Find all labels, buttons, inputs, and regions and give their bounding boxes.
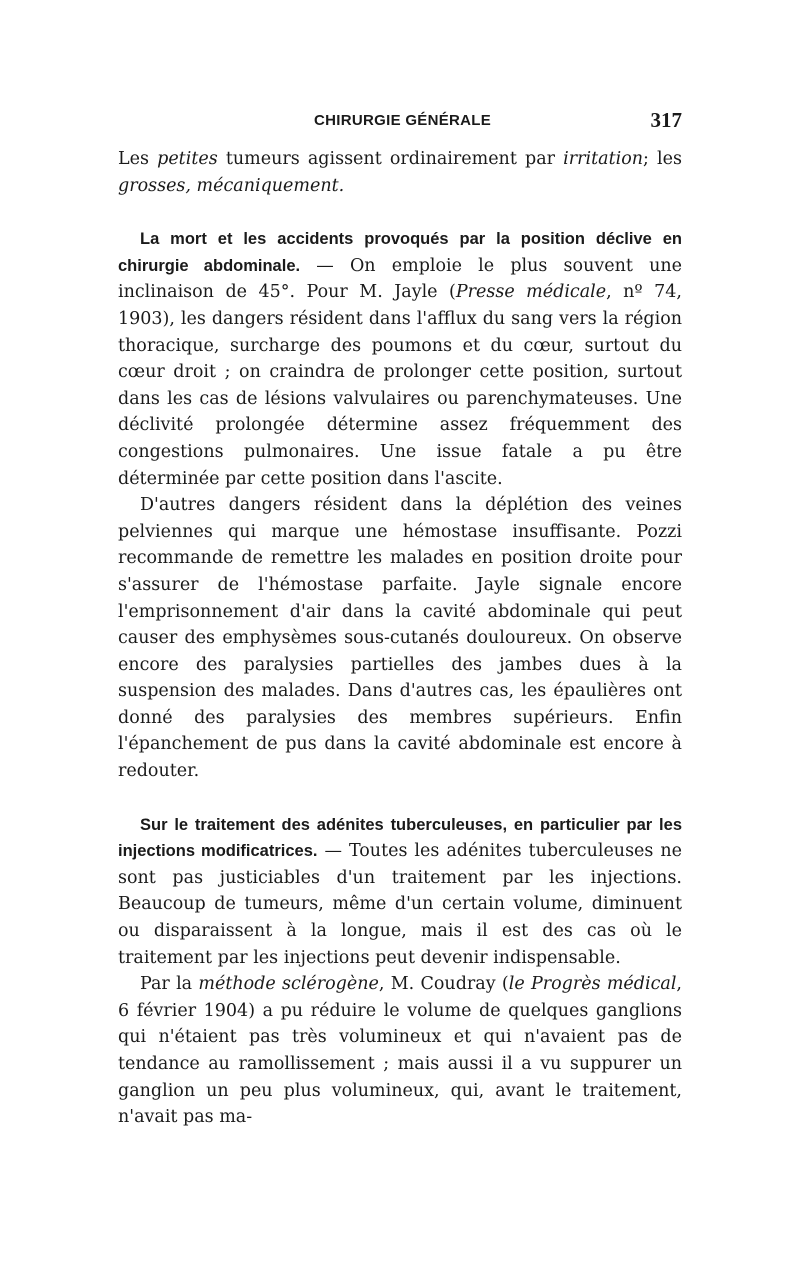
running-title: CHIRURGIE GÉNÉRALE [314, 112, 492, 129]
running-header [118, 108, 682, 146]
paragraph-adenites [118, 812, 682, 972]
section-heading-position-declive: La mort et les accidents provoqués par la position déclive en chirurgie abdominale. [118, 230, 682, 275]
paragraph-position-declive [118, 226, 682, 492]
italic-run: irritation [563, 149, 643, 169]
italic-run: grosses, mécaniquement. [118, 175, 345, 196]
italic-run: méthode sclérogène [198, 974, 379, 995]
paragraph-autres-dangers [118, 492, 682, 785]
text-run: D'autres dangers résident dans la déplétion des veines pelviennes qui marque une hémostase insuffisante. Pozzi recommande de remettre les malades en position droite pour s'assurer de l'hémostase parfaite. Jayle signale encore l'emprisonnement d'air dans la cavité abdominale qui peut causer des emphysèmes sous-cutanés douloureux. On observe encore des paralysies partielles des jambes dues à la suspension des malades. Dans d'autres cas, les épaulières ont donné des paralysies des membres supérieurs. Enfin l'épanchement de pus dans la cavité abdominale est encore à redouter. [118, 495, 682, 782]
italic-run: le Progrès médical [508, 974, 677, 995]
text-run: ; les [643, 149, 682, 169]
text-run: tumeurs agissent ordinairement par [217, 149, 564, 169]
italic-run: petites [157, 149, 218, 169]
text-run: — On emploie le plus souvent une inclinaison de 45°. Pour M. Jayle ( [118, 255, 682, 303]
text-run: Par la [140, 974, 199, 995]
text-run: , nº 74, 1903), les dangers résident dans l'afflux du sang vers la région thoracique, surcharge des poumons et du cœur, surtout du cœur droit ; on craindra de prolonger cette position, surtout dans les cas de lésions valvulaires ou parenchymateuses. Une déclivité prolongée détermine assez fréquemment des congestions pulmonaires. Une issue fatale a pu être déterminée par cette position dans l'ascite. [118, 282, 682, 489]
section-heading-adenites: Sur le traitement des adénites tuberculeuses, en particulier par les injections modificatrices. [118, 815, 682, 861]
text-run: — Toutes les adénites tuberculeuses ne sont pas justiciables d'un traitement par les injections. Beaucoup de tumeurs, même d'un certain volume, diminuent ou disparaissent à la longue, mais il est des cas où le traitement par les injections peut devenir indispensable. [118, 841, 683, 968]
page-number: 317 [650, 108, 682, 132]
text-run: , 6 février 1904) a pu réduire le volume de quelques ganglions qui n'étaient pas très volumineux et qui n'avaient pas de tendance au ramollissement ; mais aussi il a vu suppurer un ganglion un peu plus volumineux, qui, avant le traitement, n'avait pas ma- [118, 974, 682, 1128]
text-run: Les [118, 149, 158, 169]
text-run: , M. Coudray ( [378, 974, 509, 995]
italic-run: Presse médicale [455, 282, 607, 303]
paragraph-tumeurs [118, 146, 682, 199]
paragraph-methode-sclerogene [118, 971, 682, 1131]
document-page [118, 108, 683, 1131]
